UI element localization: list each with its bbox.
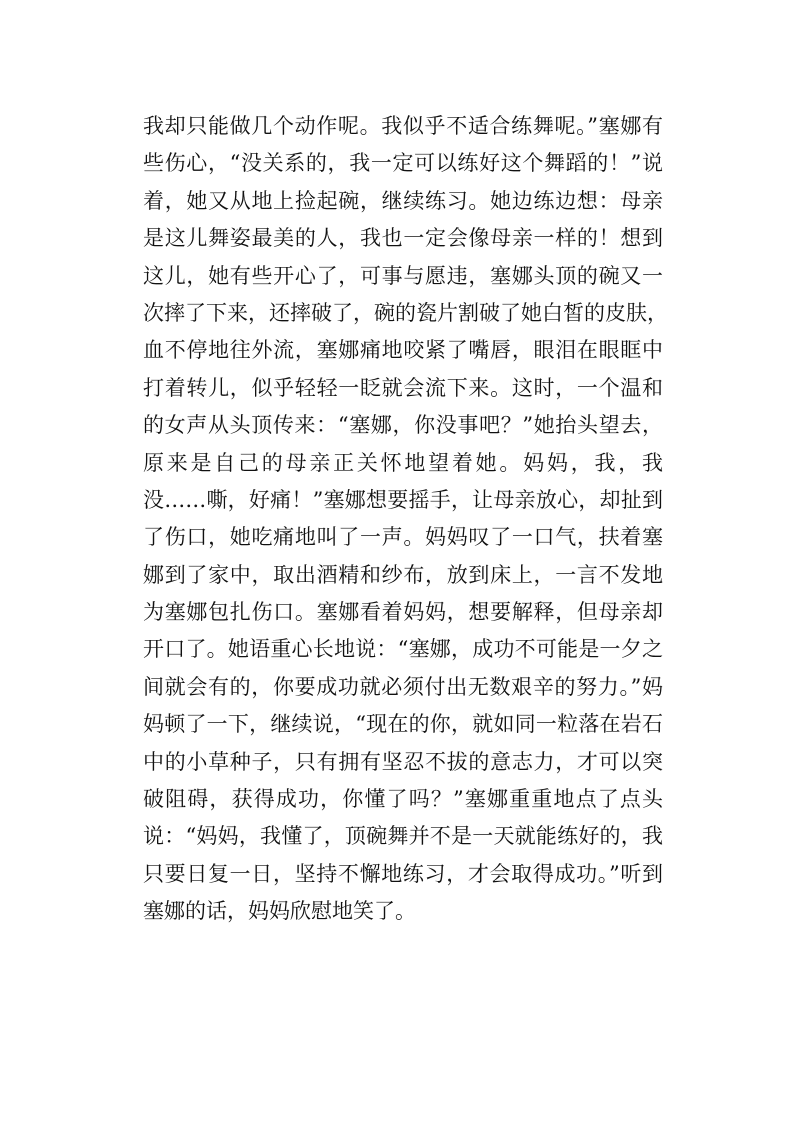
text-line: 为塞娜包扎伤口。塞娜看着妈妈，想要解释，但母亲却 (143, 600, 663, 625)
text-line: 我却只能做几个动作呢。我似乎不适合练舞呢。”塞娜有 (143, 114, 663, 138)
text-line: 些伤心，“没关系的，我一定可以练好这个舞蹈的！”说 (143, 151, 663, 176)
text-line: 中的小草种子，只有拥有坚忍不拔的意志力，才可以突 (143, 749, 663, 774)
text-line: 血不停地往外流，塞娜痛地咬紧了嘴唇，眼泪在眼眶中 (143, 338, 663, 363)
text-line: 的女声从头顶传来：“塞娜，你没事吧？”她抬头望去， (143, 413, 663, 438)
text-line: 间就会有的，你要成功就必须付出无数艰辛的努力。”妈 (143, 674, 663, 699)
text-line: 了伤口，她吃痛地叫了一声。妈妈叹了一口气，扶着塞 (143, 525, 663, 550)
text-line: 娜到了家中，取出酒精和纱布，放到床上，一言不发地 (143, 562, 663, 587)
text-line: 破阻碍，获得成功，你懂了吗？”塞娜重重地点了点头 (143, 787, 663, 812)
text-line: 着，她又从地上捡起碗，继续练习。她边练边想：母亲 (143, 188, 663, 213)
text-line: 说：“妈妈，我懂了，顶碗舞并不是一天就能练好的，我 (143, 824, 663, 849)
text-line: 次摔了下来，还摔破了，碗的瓷片割破了她白皙的皮肤， (143, 300, 668, 325)
text-line: 只要日复一日，坚持不懈地练习，才会取得成功。”听到 (143, 861, 663, 886)
text-line: 开口了。她语重心长地说：“塞娜，成功不可能是一夕之 (143, 637, 663, 662)
text-line: 原来是自己的母亲正关怀地望着她。妈妈，我，我 (143, 450, 663, 475)
text-line: 打着转儿，似乎轻轻一眨就会流下来。这时，一个温和 (143, 375, 663, 400)
text-line: 这儿，她有些开心了，可事与愿违，塞娜头顶的碗又一 (143, 263, 663, 288)
story-paragraph (143, 108, 668, 931)
text-line: 没……嘶，好痛！”塞娜想要摇手，让母亲放心，却扯到 (143, 487, 663, 512)
text-line: 塞娜的话，妈妈欣慰地笑了。 (143, 899, 416, 924)
text-line: 是这儿舞姿最美的人，我也一定会像母亲一样的！想到 (143, 226, 663, 251)
text-line: 妈顿了一下，继续说，“现在的你，就如同一粒落在岩石 (143, 712, 663, 737)
